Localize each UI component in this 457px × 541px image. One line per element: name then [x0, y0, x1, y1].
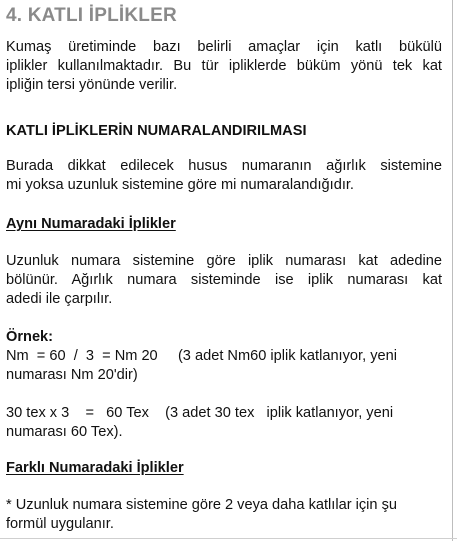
example-tex-line-1: 30 tex x 3 = 60 Tex (3 adet 30 tex iplik katlanıyor, yeni	[6, 405, 394, 421]
same-line-1: Uzunluk numara sistemine göre iplik numarası kat adedine	[6, 253, 442, 269]
intro-paragraph	[6, 38, 442, 95]
numbering-line-2: mi yoksa uzunluk sistemine göre mi numaralandığıdır.	[6, 177, 354, 193]
example-tex	[6, 404, 442, 442]
different-number-heading: Farklı Numaradaki İplikler	[6, 460, 184, 476]
intro-line-3: ipliğin tersi yönünde verilir.	[6, 77, 178, 93]
example-nm	[6, 347, 442, 385]
different-number-paragraph	[6, 496, 442, 534]
right-page-border	[452, 0, 453, 541]
intro-line-1: Kumaş üretiminde bazı belirli amaçlar için katlı bükülü	[6, 39, 442, 55]
section-title: 4. KATLI İPLİKLER	[6, 5, 177, 26]
same-line-2: bölünür. Ağırlık numara sisteminde ise iplik numarası kat	[6, 272, 442, 288]
intro-line-2: iplikler kullanılmaktadır. Bu tür ipliklerde büküm yönü tek kat	[6, 58, 442, 74]
example-nm-line-2: numarası Nm 20'dir)	[6, 367, 138, 383]
same-number-paragraph	[6, 252, 442, 309]
numbering-paragraph	[6, 157, 442, 195]
same-line-3: adedi ile çarpılır.	[6, 291, 113, 307]
same-number-heading: Aynı Numaradaki İplikler	[6, 216, 176, 232]
example-tex-line-2: numarası 60 Tex).	[6, 424, 123, 440]
example-label: Örnek:	[6, 329, 54, 345]
numbering-line-1: Burada dikkat edilecek husus numaranın ağırlık sistemine	[6, 158, 442, 174]
different-line-1: * Uzunluk numara sistemine göre 2 veya daha katlılar için şu	[6, 497, 397, 513]
example-nm-line-1: Nm = 60 / 3 = Nm 20 (3 adet Nm60 iplik katlanıyor, yeni	[6, 348, 397, 364]
numbering-heading: KATLI İPLİKLERİN NUMARALANDIRILMASI	[6, 123, 307, 139]
different-line-2: formül uygulanır.	[6, 516, 114, 532]
bottom-page-border	[0, 538, 457, 539]
